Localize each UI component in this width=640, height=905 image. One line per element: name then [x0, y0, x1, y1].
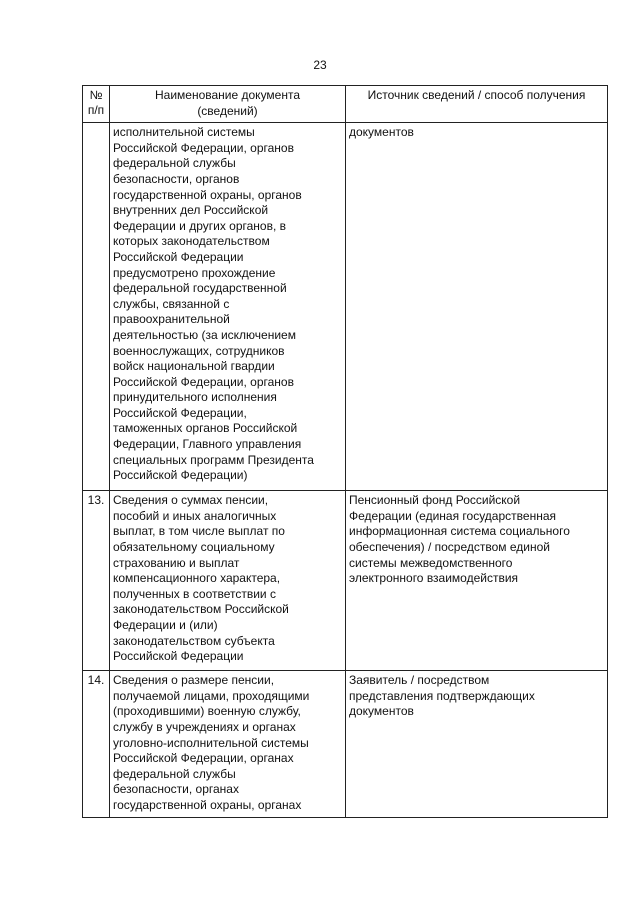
row-document-name: исполнительной системы Российской Федерации, органов федеральной службы безопасности, органов государственной охраны, органов внутренних дел Российской Федерации и других органов, в которых законодательством Российской Федерации предусмотрено прохождение федеральной государственной службы, связанной с правоохранительной деятельностью (за исключением военнослужащих, сотрудников войск национальной гвардии Российской Федерации, органов принудительного исполнения Российской Федерации, таможенных органов Российской Федерации, Главного управления специальных программ Президента Российской Федерации) [110, 123, 346, 491]
row-source: Заявитель / посредством представления подтверждающих документов [346, 671, 608, 817]
table-header-row [83, 86, 608, 123]
documents-table [82, 85, 608, 818]
row-number: 14. [83, 671, 110, 817]
page-number: 23 [313, 58, 327, 72]
row-number: 13. [83, 491, 110, 671]
header-document-name: Наименование документа (сведений) [110, 86, 346, 123]
header-number: № п/п [83, 86, 110, 123]
row-number [83, 123, 110, 491]
table-row [83, 671, 608, 817]
row-source: документов [346, 123, 608, 491]
table-row [83, 123, 608, 491]
table-row [83, 491, 608, 671]
row-document-name: Сведения о суммах пенсии, пособий и иных аналогичных выплат, в том числе выплат по обязательному социальному страхованию и выплат компенсационного характера, полученных в соответствии с законодательством Российской Федерации и (или) законодательством субъекта Российской Федерации [110, 491, 346, 671]
header-source: Источник сведений / способ получения [346, 86, 608, 123]
row-source: Пенсионный фонд Российской Федерации (единая государственная информационная система социального обеспечения) / посредством единой системы межведомственного электронного взаимодействия [346, 491, 608, 671]
row-document-name: Сведения о размере пенсии, получаемой лицами, проходящими (проходившими) военную службу, службу в учреждениях и органах уголовно-исполнительной системы Российской Федерации, органах федеральной службы безопасности, органах государственной охраны, органах [110, 671, 346, 817]
